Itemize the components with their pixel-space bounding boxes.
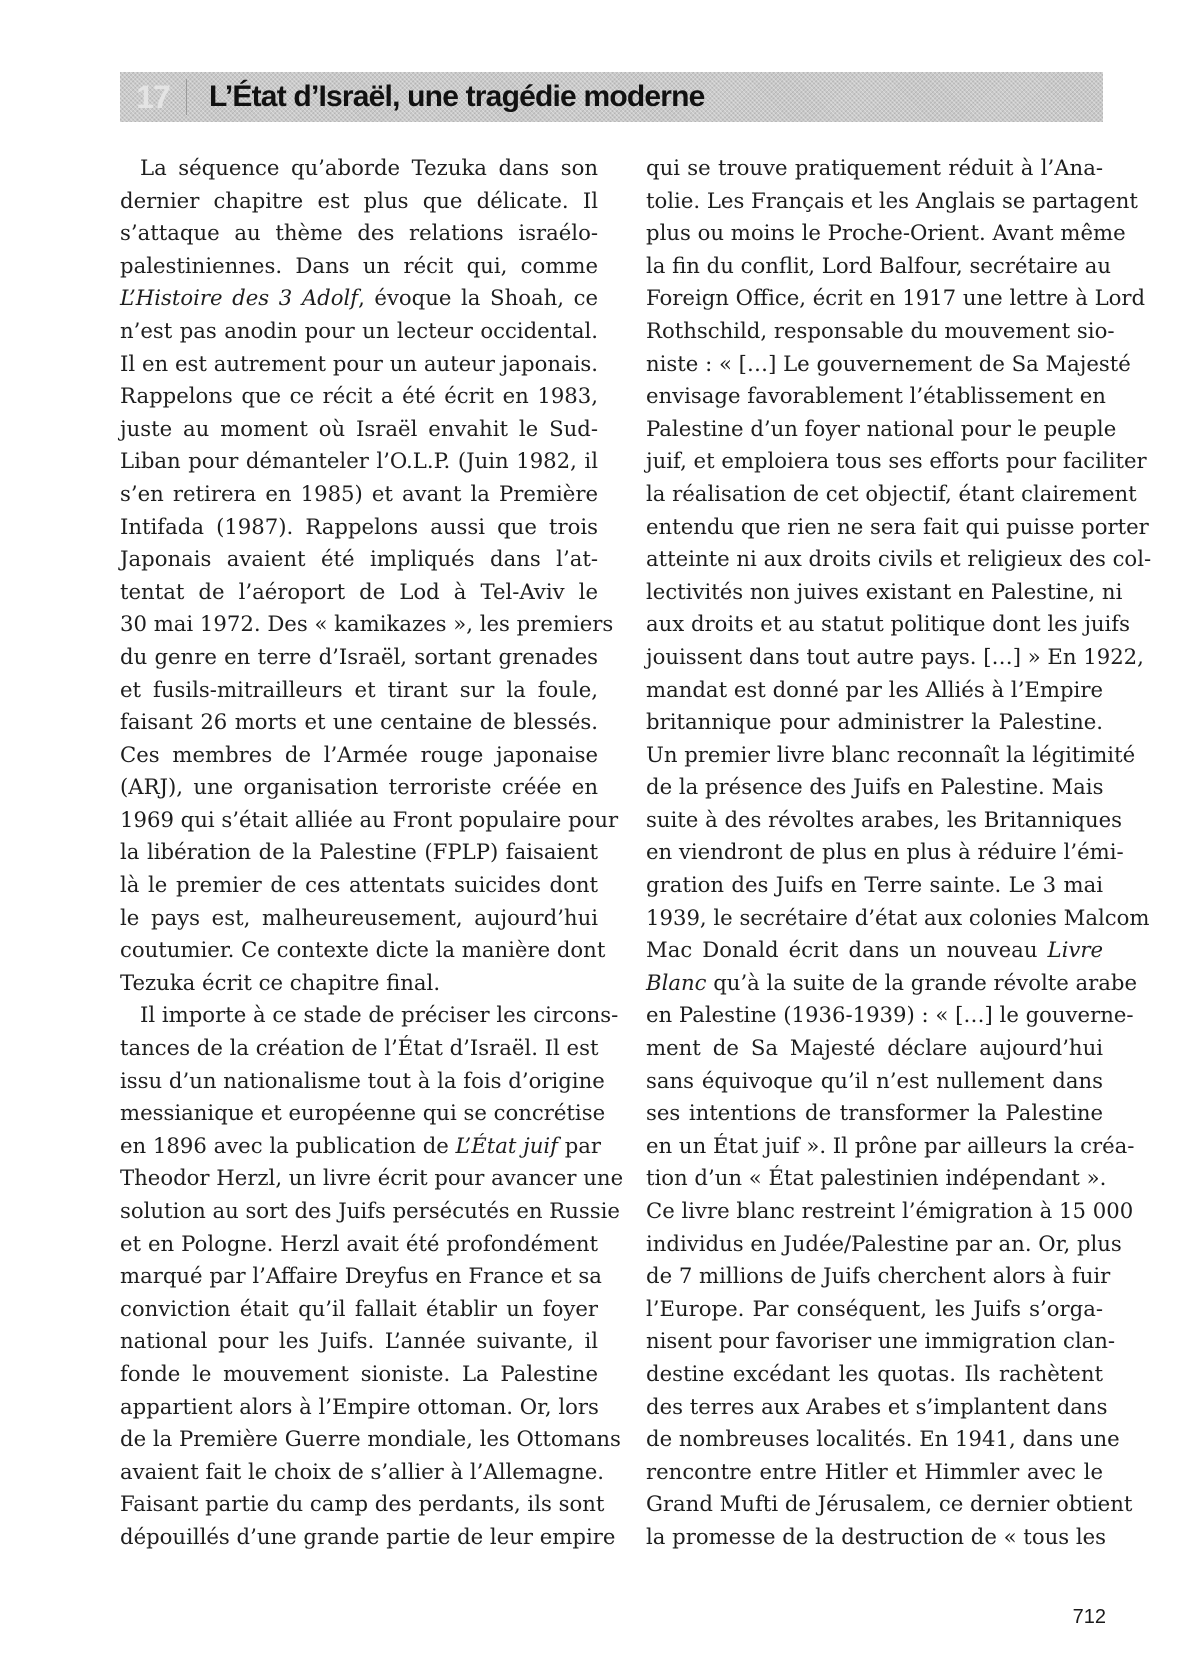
- text-line: atteinte ni aux droits civils et religieux des col-: [646, 546, 1152, 572]
- italic-title: Livre: [1047, 937, 1103, 963]
- page-number: 712: [1072, 1606, 1106, 1628]
- text-line: là le premier de ces attentats suicides dont: [120, 872, 598, 898]
- left-text-column: [120, 152, 624, 1554]
- text-line: s’en retirera en 1985) et avant la Première: [120, 480, 598, 506]
- text-span: qu’à la suite de la grande révolte arabe: [706, 969, 1138, 995]
- text-line: Ce livre blanc restreint l’émigration à 15 000: [646, 1198, 1134, 1223]
- text-line: 1939, le secrétaire d’état aux colonies Malcom: [646, 904, 1150, 930]
- chapter-header-bar: [120, 72, 1103, 122]
- text-line: Rothschild, responsable du mouvement sio-: [646, 317, 1115, 343]
- text-line: Intifada (1987). Rappelons aussi que trois: [120, 513, 598, 539]
- text-line: lectivités non juives existant en Palestine, ni: [646, 578, 1123, 604]
- text-line: s’attaque au thème des relations israélo-: [120, 220, 598, 246]
- text-line: appartient alors à l’Empire ottoman. Or, lors: [120, 1393, 599, 1419]
- text-line: Foreign Office, écrit en 1917 une lettre à Lord: [646, 285, 1146, 311]
- text-line: de la Première Guerre mondiale, les Ottomans: [120, 1426, 621, 1452]
- text-line: et en Pologne. Herzl avait été profondément: [120, 1230, 598, 1256]
- text-line: en viendront de plus en plus à réduire l’émi-: [646, 839, 1124, 865]
- text-line: tion d’un « État palestinien indépendant ».: [646, 1165, 1107, 1191]
- text-line: [120, 1130, 602, 1163]
- text-line: palestiniennes. Dans un récit qui, comme: [120, 252, 598, 278]
- text-line: rencontre entre Hitler et Himmler avec le: [646, 1458, 1103, 1484]
- text-line: solution au sort des Juifs persécutés en Russie: [120, 1198, 620, 1223]
- text-line: en un État juif ». Il prône par ailleurs la créa-: [646, 1132, 1135, 1158]
- text-line: mandat est donné par les Alliés à l’Empire: [646, 676, 1103, 702]
- text-line: fonde le mouvement sioniste. La Palestine: [120, 1360, 598, 1386]
- text-line: la libération de la Palestine (FPLP) faisaient: [120, 839, 598, 865]
- text-line: tolie. Les Français et les Anglais se partagent: [646, 187, 1138, 213]
- chapter-separator: [186, 79, 187, 115]
- text-line: aux droits et au statut politique dont les juifs: [646, 611, 1131, 637]
- text-line: et fusils-mitrailleurs et tirant sur la foule,: [120, 676, 598, 702]
- text-span: Mac Donald écrit dans un nouveau: [646, 937, 1048, 963]
- text-line: 30 mai 1972. Des « kamikazes », les premiers: [120, 611, 614, 637]
- text-line: juif, et emploiera tous ses efforts pour faciliter: [646, 448, 1147, 474]
- text-line: Japonais avaient été impliqués dans l’at-: [120, 546, 598, 572]
- text-span: par: [557, 1132, 602, 1158]
- text-line: la fin du conflit, Lord Balfour, secrétaire au: [646, 252, 1112, 278]
- text-line: 1969 qui s’était alliée au Front populaire pour: [120, 806, 619, 832]
- text-line: issu d’un nationalisme tout à la fois d’origine: [120, 1067, 605, 1093]
- text-line: des terres aux Arabes et s’implantent dans: [646, 1393, 1108, 1419]
- text-line: de la présence des Juifs en Palestine. Mais: [646, 774, 1104, 800]
- text-line: envisage favorablement l’établissement en: [646, 383, 1106, 409]
- text-line: la réalisation de cet objectif, étant clairement: [646, 480, 1137, 506]
- text-line: tentat de l’aéroport de Lod à Tel-Aviv le: [120, 578, 598, 604]
- text-line: juste au moment où Israël envahit le Sud-: [120, 415, 598, 441]
- text-line: britannique pour administrer la Palestine.: [646, 709, 1103, 735]
- text-line: (ARJ), une organisation terroriste créée en: [120, 774, 598, 800]
- text-line: en Palestine (1936-1939) : « […] le gouverne-: [646, 1002, 1134, 1028]
- text-line: dépouillés d’une grande partie de leur empire: [120, 1523, 616, 1549]
- text-line: qui se trouve pratiquement réduit à l’Ana-: [646, 155, 1103, 180]
- text-span: , évoque la Shoah, ce: [358, 285, 598, 311]
- text-line: niste : « […] Le gouvernement de Sa Majesté: [646, 350, 1131, 376]
- text-line: [120, 282, 598, 315]
- text-line: La séquence qu’aborde Tezuka dans son: [140, 155, 598, 180]
- text-span: en 1896 avec la publication de: [120, 1132, 456, 1158]
- text-line: coutumier. Ce contexte dicte la manière dont: [120, 937, 606, 963]
- text-line: Liban pour démanteler l’O.L.P. (Juin 1982, il: [120, 448, 598, 474]
- text-line: le pays est, malheureusement, aujourd’hui: [120, 904, 598, 930]
- text-line: Palestine d’un foyer national pour le peuple: [646, 415, 1117, 441]
- text-line: entendu que rien ne sera fait qui puisse porter: [646, 513, 1149, 539]
- text-line: national pour les Juifs. L’année suivante, il: [120, 1328, 598, 1354]
- italic-title: Blanc: [646, 969, 707, 995]
- text-line: avaient fait le choix de s’allier à l’Allemagne.: [120, 1458, 605, 1484]
- text-line: l’Europe. Par conséquent, les Juifs s’orga-: [646, 1295, 1103, 1321]
- text-line: Il importe à ce stade de préciser les circons-: [140, 1002, 619, 1028]
- text-line: [646, 934, 1103, 967]
- italic-title: L’État juif: [455, 1132, 558, 1158]
- text-line: n’est pas anodin pour un lecteur occidental.: [120, 317, 598, 343]
- italic-title: L’Histoire des 3 Adolf: [120, 285, 359, 311]
- text-line: destine excédant les quotas. Ils rachètent: [646, 1360, 1103, 1386]
- chapter-number: 17: [136, 78, 170, 115]
- text-line: de 7 millions de Juifs cherchent alors à fuir: [646, 1263, 1111, 1289]
- text-line: jouissent dans tout autre pays. […] » En 1922,: [646, 643, 1144, 669]
- text-line: sans équivoque qu’il n’est nullement dans: [646, 1067, 1103, 1093]
- text-line: gration des Juifs en Terre sainte. Le 3 mai: [646, 872, 1103, 898]
- text-line: Tezuka écrit ce chapitre final.: [120, 969, 441, 995]
- text-line: du genre en terre d’Israël, sortant grenades: [120, 643, 598, 669]
- text-line: tances de la création de l’État d’Israël. Il est: [120, 1035, 599, 1061]
- text-line: ment de Sa Majesté déclare aujourd’hui: [646, 1035, 1103, 1061]
- right-text-column: [646, 152, 1152, 1554]
- text-line: ses intentions de transformer la Palestine: [646, 1100, 1103, 1126]
- text-line: suite à des révoltes arabes, les Britanniques: [646, 806, 1123, 832]
- text-line: Rappelons que ce récit a été écrit en 1983,: [120, 383, 598, 409]
- text-line: messianique et européenne qui se concrétise: [120, 1100, 606, 1126]
- text-line: nisent pour favoriser une immigration clan-: [646, 1328, 1116, 1354]
- text-line: conviction était qu’il fallait établir un foyer: [120, 1295, 598, 1321]
- text-line: plus ou moins le Proche-Orient. Avant même: [646, 220, 1126, 246]
- chapter-title: L’État d’Israël, une tragédie moderne: [209, 80, 705, 113]
- text-line: Un premier livre blanc reconnaît la légitimité: [646, 741, 1136, 767]
- text-line: Ces membres de l’Armée rouge japonaise: [120, 741, 598, 767]
- text-line: [646, 967, 1138, 1000]
- text-line: la promesse de la destruction de « tous les: [646, 1523, 1107, 1549]
- text-line: Theodor Herzl, un livre écrit pour avancer une: [120, 1165, 624, 1191]
- text-line: faisant 26 morts et une centaine de blessés.: [120, 709, 598, 735]
- text-line: dernier chapitre est plus que délicate. Il: [120, 187, 598, 213]
- text-line: Grand Mufti de Jérusalem, ce dernier obtient: [646, 1491, 1133, 1517]
- text-line: individus en Judée/Palestine par an. Or, plus: [646, 1230, 1122, 1256]
- text-line: Faisant partie du camp des perdants, ils sont: [120, 1491, 605, 1517]
- text-line: Il en est autrement pour un auteur japonais.: [120, 350, 598, 376]
- text-line: marqué par l’Affaire Dreyfus en France et sa: [120, 1263, 602, 1289]
- text-line: de nombreuses localités. En 1941, dans une: [646, 1426, 1120, 1452]
